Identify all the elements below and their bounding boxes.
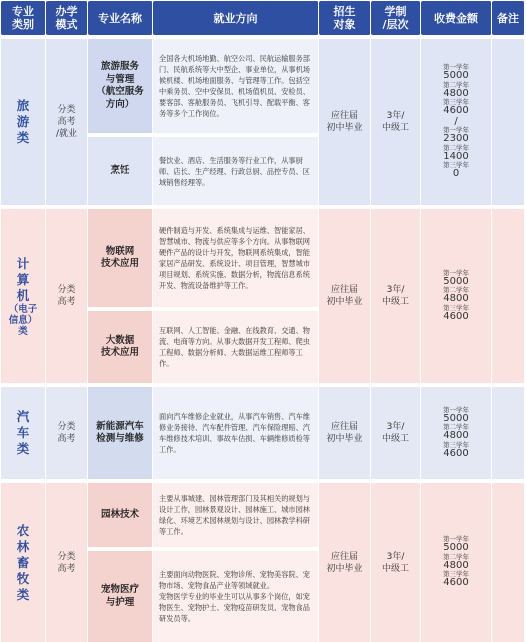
fee-amount: 4600 [443, 105, 469, 117]
category-agri: 农 林 畜 牧 类 [1, 483, 46, 642]
majors-computer [88, 209, 153, 383]
target-agri: 应往届 初中毕业 [319, 483, 371, 642]
fee-amount: 4800 [443, 87, 469, 99]
remark-computer [492, 209, 525, 383]
major-name: 烹饪 [88, 137, 152, 205]
header-fee: 收费金额 [421, 1, 492, 35]
fee-label: 第三学年 [443, 570, 469, 579]
fee-label: 第三学年 [443, 161, 469, 170]
fee-agri [421, 483, 492, 642]
fee-amount: 4800 [443, 430, 469, 442]
descs-computer [153, 209, 319, 383]
mode-auto: 分类 高考 [46, 387, 88, 479]
fee-amount: 4600 [443, 577, 469, 589]
remark-tourism [492, 39, 525, 205]
employment-desc: 硬件制造与开发、系统集成与运维、智能家居、智慧城市、物流与供应等多个方向。从事物联网硬件产品的设计与开发，物联网系统集成，智能家居产品研发、系统设计、项目管理，智慧城市项目规划、系统实施、数据分析，物流信息系统开发、物流设备维护等工作。 [153, 209, 318, 311]
fee-label: 第二学年 [443, 80, 469, 89]
fee-computer [421, 209, 492, 383]
major-name: 旅游服务 与管理 （航空服务 方向） [88, 39, 152, 137]
fee-label: 第三学年 [443, 98, 469, 107]
target-tourism: 应往届 初中毕业 [319, 39, 371, 205]
employment-desc: 全国各大机场地勤、航空公司、民航运输服务部门、民航系统等大中型企、事业单位，从事机场候机楼、机场地面服务、与管理等工作。包括空中乘务员、空中安保员、机场值机员、安检员、要客部、客舱服务员、飞机引导、配载平衡、客务等多个工作岗位。 [153, 39, 318, 137]
fee-label: 第三学年 [443, 303, 469, 312]
fee-amount: 2300 [443, 133, 469, 145]
enrollment-table [1, 1, 525, 638]
major-name: 新能源汽车 检测与维修 [88, 387, 153, 479]
major-name: 物联网 技术应用 [88, 209, 152, 311]
category-tourism: 旅 游 类 [1, 39, 46, 205]
fee-tourism [421, 39, 492, 205]
employment-desc: 面向汽车维修企业就业，从事汽车销售、汽车维修业务接待、汽车配件管理、汽车保险理赔、汽车维修技术培训、事故车估损、车辆维修质检等工作。 [153, 387, 319, 479]
fee-auto [421, 387, 492, 479]
major-name: 大数据 技术应用 [88, 311, 152, 383]
header-duration: 学制 /层次 [371, 1, 421, 35]
header-remark: 备注 [492, 1, 525, 35]
category-label: 计 算 机 [16, 255, 30, 303]
duration-auto: 3年/ 中级工 [371, 387, 421, 479]
fee-label: 第一学年 [443, 268, 469, 277]
fee-amount: 5000 [443, 542, 469, 554]
employment-desc: 餐饮业、酒店、生活服务等行业工作，从事厨师、店长、生产经理、行政总厨、品控专员、区域销售经理等。 [153, 137, 318, 205]
mode-tourism: 分类 高考 /就业 [46, 39, 88, 205]
fee-label: 第三学年 [443, 440, 469, 449]
fee-label: 第二学年 [443, 423, 469, 432]
fee-amount: 5000 [443, 412, 469, 424]
major-name: 宠物医疗 与护理 [88, 551, 152, 642]
target-auto: 应往届 初中毕业 [319, 387, 371, 479]
duration-tourism: 3年/ 中级工 [371, 39, 421, 205]
fee-amount: 4800 [443, 293, 469, 305]
descs-tourism [153, 39, 319, 205]
category-computer [1, 209, 46, 383]
fee-label: 第二学年 [443, 552, 469, 561]
header-category: 专业 类别 [1, 1, 46, 35]
remark-auto [492, 387, 525, 479]
header-mode: 办学 模式 [46, 1, 88, 35]
fee-amount: 0 [452, 168, 460, 180]
fee-amount: 1400 [443, 150, 469, 162]
header-target: 招生 对象 [319, 1, 371, 35]
duration-computer: 3年/ 中级工 [371, 209, 421, 383]
employment-desc: 主要从事城建、园林管理部门及其相关的规划与设计工作，园林景观设计、园林施工、城市园林绿化、环境艺术园林规划与设计、园林教学科研等工作。 [153, 483, 318, 551]
majors-agri [88, 483, 153, 642]
employment-desc: 主要面向动物医院、宠物诊所、宠物美容院、宠物市场、宠物食品产业等领域就业。 宠物医学专业的毕业生可以从事多个岗位，如宠物医生、宠物护士、宠物疫苗研发员、宠物食品研发员等。 [153, 551, 318, 642]
fee-separator: / [454, 115, 458, 127]
employment-desc: 互联网、人工智能、金融、在线教育、交通、物流、电商等方向。从事大数据开发工程师、爬虫工程师、数据分析师、大数据运维工程师等工作。 [153, 311, 318, 383]
major-name: 园林技术 [88, 483, 152, 551]
fee-amount: 5000 [443, 70, 469, 82]
fee-amount: 4600 [443, 310, 469, 322]
fee-label: 第一学年 [443, 405, 469, 414]
fee-label: 第一学年 [443, 535, 469, 544]
fee-amount: 4600 [443, 447, 469, 459]
target-computer: 应往届 初中毕业 [319, 209, 371, 383]
majors-tourism [88, 39, 153, 205]
descs-agri [153, 483, 319, 642]
fee-amount: 4800 [443, 559, 469, 571]
category-auto: 汽 车 类 [1, 387, 46, 479]
fee-label: 第二学年 [443, 286, 469, 295]
category-sublabel: （电子 信息） 类 [8, 303, 38, 337]
fee-amount: 5000 [443, 275, 469, 287]
header-major: 专业名称 [88, 1, 153, 35]
fee-label: 第一学年 [443, 126, 469, 135]
remark-agri [492, 483, 525, 642]
duration-agri: 3年/ 中级工 [371, 483, 421, 642]
mode-agri: 分类 高考 [46, 483, 88, 642]
fee-label: 第一学年 [443, 63, 469, 72]
header-employment: 就业方向 [153, 1, 319, 35]
mode-computer: 分类 高考 [46, 209, 88, 383]
fee-label: 第二学年 [443, 143, 469, 152]
